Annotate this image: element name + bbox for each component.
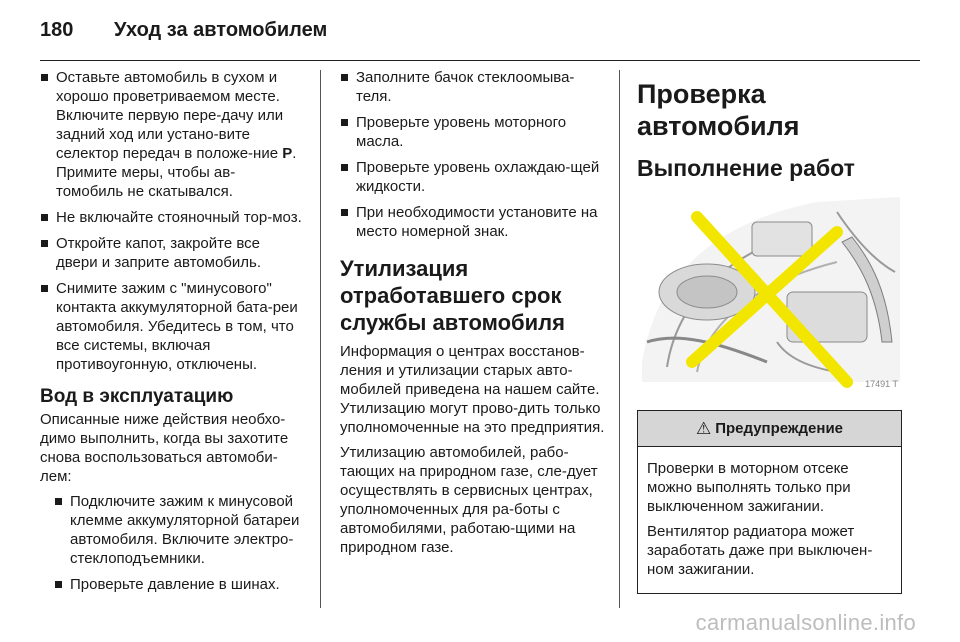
storage-steps-list	[40, 68, 302, 374]
column-divider-1	[320, 70, 321, 608]
list-item: Не включайте стояночный тор-моз.	[40, 208, 302, 227]
engine-bay-drawing	[637, 192, 900, 394]
section-intro: Описанные ниже действия необхо-димо выполнить, когда вы захотите снова воспользоваться автомоби-лем:	[40, 411, 289, 485]
list-item: Снимите зажим с "минусового" контакта аккумуляторной бата-реи автомобиля. Убедитесь в том, что все системы, включая противоугонную, отключены.	[40, 279, 302, 374]
warning-body	[638, 447, 901, 593]
column-1	[40, 68, 302, 601]
paragraph: Утилизацию автомобилей, рабо-тающих на природном газе, сле-дует осуществлять в сервисных центрах, уполномоченных для ра-боты с автомобилями, работаю-щими на природном газе.	[340, 444, 598, 556]
list-item: При необходимости установите на место номерной знак.	[340, 203, 605, 241]
column-3	[637, 68, 920, 594]
recommission-steps-continued	[340, 68, 605, 241]
warning-paragraph: Проверки в моторном отсеке можно выполнять только при выключенном зажигании.	[647, 460, 851, 515]
page-header	[40, 16, 327, 44]
watermark: carmanualsonline.info	[695, 610, 916, 635]
section-title: Проверка автомобиля	[637, 79, 800, 141]
list-item: Проверьте уровень моторного масла.	[340, 113, 605, 151]
list-item: Подключите зажим к минусовой клемме аккумуляторной батареи автомобиля. Включите электро-стеклоподъемники.	[54, 492, 302, 568]
section-heading: Вод в эксплуатацию	[40, 386, 234, 407]
list-item: Оставьте автомобиль в сухом и хорошо проветриваемом месте. Включите первую пере-дачу или задний ход или устано-вите селектор передач в положе-ние P. Примите меры, чтобы ав-томобиль не скатывался.	[40, 68, 302, 201]
engine-bay-illustration	[637, 192, 900, 394]
header-divider	[40, 60, 920, 61]
paragraph: Информация о центрах восстанов-ления и утилизации старых авто-мобилей приведена на нашем сайте. Утилизацию могут прово-дить только уполномоченные на это предприятия.	[340, 343, 605, 436]
warning-paragraph: Вентилятор радиатора может заработать даже при выключен-ном зажигании.	[647, 523, 873, 578]
chapter-title: Уход за автомобилем	[114, 18, 328, 41]
warning-triangle-icon: ⚠	[695, 419, 712, 438]
list-item: Проверьте уровень охлаждаю-щей жидкости.	[340, 158, 605, 196]
recommission-steps-list	[54, 492, 302, 594]
list-item: Проверьте давление в шинах.	[54, 575, 302, 594]
warning-title: Предупреждение	[715, 420, 844, 437]
section-subtitle: Выполнение работ	[637, 155, 855, 181]
page-number: 180	[40, 18, 74, 41]
list-item: Заполните бачок стеклоомыва-теля.	[340, 68, 605, 106]
column-divider-2	[619, 70, 620, 608]
figure-code: 17491 T	[865, 379, 898, 389]
column-2	[340, 68, 605, 563]
warning-header	[638, 411, 901, 447]
list-item: Откройте капот, закройте все двери и заприте автомобиль.	[40, 234, 302, 272]
warning-box	[637, 410, 902, 594]
disposal-heading: Утилизация отработавшего срок службы автомобиля	[340, 256, 565, 335]
